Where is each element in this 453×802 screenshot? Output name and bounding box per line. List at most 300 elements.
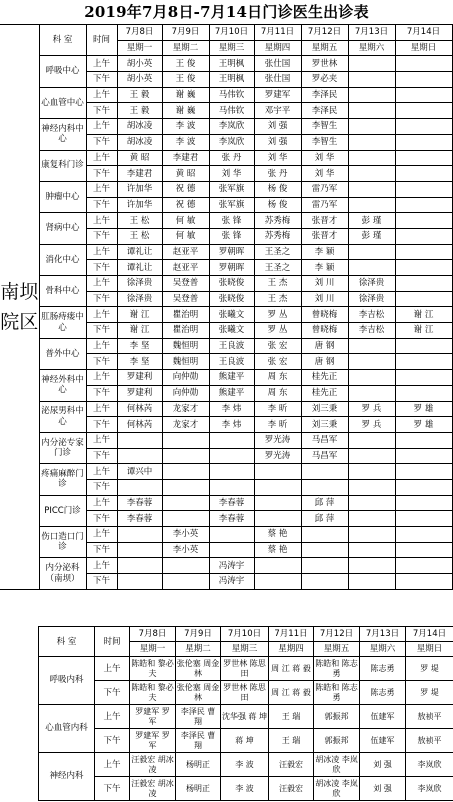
header-row-dates <box>0 25 452 41</box>
doctor-cell <box>395 479 452 495</box>
table-row <box>0 401 452 417</box>
doctor-cell: 瞿治明 <box>162 307 209 323</box>
campus-label: 南坝院区 <box>0 25 39 590</box>
doctor-cell: 徐泽贵 <box>117 291 162 307</box>
date-header: 7月10日 <box>209 25 254 41</box>
doctor-cell <box>348 432 395 448</box>
doctor-cell <box>395 291 452 307</box>
doctor-cell <box>348 181 395 197</box>
session-cell: 下午 <box>86 103 117 119</box>
doctor-cell <box>301 464 348 480</box>
weekday-header: 星期六 <box>360 642 406 657</box>
dept-header: 科 室 <box>39 25 86 56</box>
doctor-cell: 王良波 <box>209 354 254 370</box>
doctor-cell <box>395 260 452 276</box>
session-cell: 下午 <box>86 197 117 213</box>
session-cell: 上午 <box>86 558 117 574</box>
doctor-cell: 张 丹 <box>254 166 301 182</box>
weekday-header: 星期一 <box>130 642 176 657</box>
doctor-cell: 谭兴中 <box>117 464 162 480</box>
session-cell: 上午 <box>86 244 117 260</box>
dept-name-cell: 肾病中心 <box>39 213 86 244</box>
doctor-cell <box>254 574 301 590</box>
dept-name-cell: 普外中心 <box>39 338 86 369</box>
schedule-table-main <box>38 626 453 801</box>
doctor-cell: 张晓俊 <box>209 276 254 292</box>
date-header: 7月13日 <box>360 627 406 642</box>
doctor-cell <box>348 134 395 150</box>
session-cell: 下午 <box>86 323 117 339</box>
doctor-cell: 罗 丛 <box>254 323 301 339</box>
doctor-cell: 张伦塞 周金林 <box>176 657 221 681</box>
table-row <box>0 244 452 260</box>
session-cell: 上午 <box>95 753 130 777</box>
doctor-cell: 王 杰 <box>254 291 301 307</box>
doctor-cell: 祝 德 <box>162 181 209 197</box>
doctor-cell: 李 颖 <box>301 260 348 276</box>
table-row <box>39 777 453 801</box>
dept-name-cell: 神经外科中心 <box>39 370 86 401</box>
doctor-cell: 赵亚平 <box>162 244 209 260</box>
doctor-cell <box>348 479 395 495</box>
dept-name-cell: 心血管中心 <box>39 87 86 118</box>
weekday-header: 星期三 <box>221 642 269 657</box>
session-cell: 上午 <box>86 276 117 292</box>
doctor-cell: 罗建军 罗 军 <box>130 705 176 729</box>
doctor-cell: 李吉松 <box>348 307 395 323</box>
doctor-cell <box>254 464 301 480</box>
doctor-cell: 李 炜 <box>209 417 254 433</box>
doctor-cell <box>395 103 452 119</box>
doctor-cell: 张 丹 <box>209 150 254 166</box>
doctor-cell: 吴登普 <box>162 291 209 307</box>
doctor-cell <box>209 479 254 495</box>
session-cell: 上午 <box>86 432 117 448</box>
doctor-cell: 李泽民 曹 翔 <box>176 729 221 753</box>
time-header: 时间 <box>95 627 130 657</box>
doctor-cell: 张 锋 <box>209 228 254 244</box>
doctor-cell <box>254 495 301 511</box>
doctor-cell: 马伟钦 <box>209 103 254 119</box>
doctor-cell: 汪毅宏 <box>269 753 314 777</box>
doctor-cell <box>395 72 452 88</box>
doctor-cell <box>301 558 348 574</box>
doctor-cell <box>117 432 162 448</box>
session-cell: 下午 <box>86 511 117 527</box>
session-cell: 下午 <box>86 574 117 590</box>
doctor-cell: 刘 强 <box>360 777 406 801</box>
doctor-cell: 汪毅宏 <box>269 777 314 801</box>
doctor-cell: 罗 兵 <box>348 417 395 433</box>
doctor-cell: 罗朝晖 <box>209 260 254 276</box>
doctor-cell: 李 颖 <box>301 244 348 260</box>
doctor-cell <box>301 527 348 543</box>
doctor-cell <box>395 119 452 135</box>
doctor-cell <box>395 558 452 574</box>
session-cell: 下午 <box>86 417 117 433</box>
doctor-cell: 何 敏 <box>162 213 209 229</box>
dept-name-cell: 呼吸内科 <box>39 657 95 705</box>
doctor-cell <box>348 448 395 464</box>
doctor-cell: 雷乃军 <box>301 181 348 197</box>
doctor-cell <box>162 495 209 511</box>
doctor-cell <box>301 574 348 590</box>
doctor-cell: 李岚欣 <box>209 134 254 150</box>
weekday-header: 星期六 <box>348 40 395 56</box>
doctor-cell <box>209 432 254 448</box>
doctor-cell: 李岚欣 <box>209 119 254 135</box>
doctor-cell <box>209 448 254 464</box>
doctor-cell <box>348 542 395 558</box>
doctor-cell: 胡冰凌 <box>117 119 162 135</box>
doctor-cell <box>254 558 301 574</box>
doctor-cell <box>395 354 452 370</box>
doctor-cell: 张伦塞 周金林 <box>176 681 221 705</box>
doctor-cell <box>117 448 162 464</box>
doctor-cell: 王圣之 <box>254 260 301 276</box>
doctor-cell: 李智生 <box>301 119 348 135</box>
table-row <box>39 753 453 777</box>
doctor-cell <box>348 527 395 543</box>
doctor-cell: 杨 俊 <box>254 197 301 213</box>
doctor-cell: 王 俊 <box>162 56 209 72</box>
doctor-cell: 刘 强 <box>254 134 301 150</box>
dept-name-cell: 神经内科中心 <box>39 119 86 150</box>
doctor-cell: 李小英 <box>162 527 209 543</box>
doctor-cell: 李 坚 <box>117 354 162 370</box>
doctor-cell: 刘 川 <box>301 291 348 307</box>
doctor-cell <box>348 511 395 527</box>
doctor-cell <box>395 527 452 543</box>
doctor-cell: 熊建平 <box>209 385 254 401</box>
doctor-cell: 李吉松 <box>348 323 395 339</box>
dept-name-cell: 疼痛麻醉门诊 <box>39 464 86 495</box>
doctor-cell: 张仕国 <box>254 56 301 72</box>
doctor-cell: 胡小英 <box>117 72 162 88</box>
section-gap <box>0 600 453 626</box>
doctor-cell: 李建君 <box>117 166 162 182</box>
session-cell: 下午 <box>86 448 117 464</box>
doctor-cell <box>395 495 452 511</box>
session-cell: 下午 <box>95 681 130 705</box>
doctor-cell <box>395 150 452 166</box>
weekday-header: 星期日 <box>395 40 452 56</box>
session-cell: 上午 <box>86 464 117 480</box>
doctor-cell: 罗建军 罗 军 <box>130 729 176 753</box>
table-row <box>0 370 452 386</box>
doctor-cell: 王 杰 <box>254 276 301 292</box>
doctor-cell: 熊建平 <box>209 370 254 386</box>
doctor-cell <box>395 213 452 229</box>
doctor-cell: 周 江 蒋 毅 <box>269 657 314 681</box>
session-cell: 上午 <box>86 338 117 354</box>
doctor-cell <box>395 134 452 150</box>
doctor-cell: 王明枫 <box>209 56 254 72</box>
doctor-cell: 敖祯平 <box>406 729 453 753</box>
doctor-cell <box>395 542 452 558</box>
doctor-cell <box>254 479 301 495</box>
doctor-cell: 刘三秉 <box>301 401 348 417</box>
doctor-cell <box>395 448 452 464</box>
doctor-cell <box>395 276 452 292</box>
doctor-cell <box>348 370 395 386</box>
doctor-cell: 李春蓉 <box>209 511 254 527</box>
session-cell: 下午 <box>86 260 117 276</box>
doctor-cell: 李泽民 <box>301 87 348 103</box>
doctor-cell: 谭礼让 <box>117 260 162 276</box>
table-row <box>0 495 452 511</box>
doctor-cell: 王良波 <box>209 338 254 354</box>
doctor-cell <box>209 527 254 543</box>
doctor-cell: 敖祯平 <box>406 705 453 729</box>
date-header: 7月14日 <box>395 25 452 41</box>
session-cell: 上午 <box>86 401 117 417</box>
doctor-cell: 刘三秉 <box>301 417 348 433</box>
doctor-cell: 唐 钢 <box>301 354 348 370</box>
doctor-cell <box>117 479 162 495</box>
session-cell: 下午 <box>86 354 117 370</box>
doctor-cell: 周 东 <box>254 370 301 386</box>
doctor-cell: 蔡 艳 <box>254 542 301 558</box>
dept-name-cell: 内分泌专家门诊 <box>39 432 86 463</box>
table-row <box>39 705 453 729</box>
session-cell: 下午 <box>86 72 117 88</box>
doctor-cell: 罗建利 <box>117 370 162 386</box>
doctor-cell <box>348 338 395 354</box>
doctor-cell <box>162 464 209 480</box>
doctor-cell <box>348 72 395 88</box>
doctor-cell: 伍建军 <box>360 729 406 753</box>
doctor-cell: 李 波 <box>221 753 269 777</box>
table-row <box>0 119 452 135</box>
doctor-cell: 李小英 <box>162 542 209 558</box>
doctor-cell: 罗光涛 <box>254 448 301 464</box>
date-header: 7月10日 <box>221 627 269 642</box>
doctor-cell: 祝 德 <box>162 197 209 213</box>
session-cell: 下午 <box>95 777 130 801</box>
doctor-cell: 黄 昭 <box>162 166 209 182</box>
date-header: 7月8日 <box>130 627 176 642</box>
doctor-cell: 向仲勋 <box>162 370 209 386</box>
doctor-cell: 罗建军 <box>254 87 301 103</box>
table-row <box>0 150 452 166</box>
doctor-cell <box>395 574 452 590</box>
dept-name-cell: 泌尿男科中心 <box>39 401 86 432</box>
doctor-cell <box>162 479 209 495</box>
doctor-cell <box>209 464 254 480</box>
doctor-cell: 罗光涛 <box>254 432 301 448</box>
doctor-cell: 何林芮 <box>117 417 162 433</box>
session-cell: 上午 <box>86 150 117 166</box>
doctor-cell <box>348 150 395 166</box>
doctor-cell <box>395 511 452 527</box>
weekday-header: 星期四 <box>254 40 301 56</box>
doctor-cell: 李 波 <box>221 777 269 801</box>
doctor-cell: 龙家才 <box>162 417 209 433</box>
doctor-cell: 李 昕 <box>254 401 301 417</box>
session-cell: 上午 <box>86 495 117 511</box>
doctor-cell: 李建君 <box>162 150 209 166</box>
doctor-cell: 刘 华 <box>254 150 301 166</box>
doctor-cell: 冯涛宇 <box>209 558 254 574</box>
doctor-cell <box>348 354 395 370</box>
doctor-cell: 刘 川 <box>301 276 348 292</box>
doctor-cell: 王 瑞 <box>269 705 314 729</box>
doctor-cell: 罗朝晖 <box>209 244 254 260</box>
doctor-cell: 李泽民 曹 翔 <box>176 705 221 729</box>
table-row <box>0 432 452 448</box>
doctor-cell: 罗 雄 <box>395 417 452 433</box>
doctor-cell: 唐 钢 <box>301 338 348 354</box>
doctor-cell: 汪毅宏 胡冰凌 <box>130 777 176 801</box>
doctor-cell: 汪毅宏 胡冰凌 <box>130 753 176 777</box>
doctor-cell: 谢 江 <box>117 323 162 339</box>
doctor-cell: 何林芮 <box>117 401 162 417</box>
weekday-header: 星期日 <box>406 642 453 657</box>
session-cell: 上午 <box>95 705 130 729</box>
doctor-cell <box>162 558 209 574</box>
table-row <box>0 558 452 574</box>
doctor-cell: 谭礼让 <box>117 244 162 260</box>
doctor-cell: 张晋才 <box>301 213 348 229</box>
doctor-cell: 马伟钦 <box>209 87 254 103</box>
doctor-cell <box>117 574 162 590</box>
doctor-cell <box>348 166 395 182</box>
doctor-cell <box>348 87 395 103</box>
doctor-cell: 谢 江 <box>395 307 452 323</box>
doctor-cell: 李 炜 <box>209 401 254 417</box>
doctor-cell: 陈皓和 黎必夫 <box>130 657 176 681</box>
weekday-header: 星期二 <box>162 40 209 56</box>
doctor-cell: 瞿治明 <box>162 323 209 339</box>
doctor-cell: 杨 俊 <box>254 181 301 197</box>
session-cell: 上午 <box>86 181 117 197</box>
doctor-cell: 罗建利 <box>117 385 162 401</box>
doctor-cell: 魏恒明 <box>162 354 209 370</box>
doctor-cell <box>209 542 254 558</box>
doctor-cell: 陈皓和 陈志勇 <box>314 657 360 681</box>
doctor-cell: 罗世林 陈思田 <box>221 681 269 705</box>
doctor-cell: 曾晓梅 <box>301 307 348 323</box>
doctor-cell: 许加华 <box>117 181 162 197</box>
doctor-cell: 邱 萍 <box>301 495 348 511</box>
weekday-header: 星期一 <box>117 40 162 56</box>
doctor-cell: 王 瑞 <box>269 729 314 753</box>
doctor-cell: 李春蓉 <box>209 495 254 511</box>
doctor-cell: 张晋才 <box>301 228 348 244</box>
doctor-cell <box>395 166 452 182</box>
doctor-cell: 马昌军 <box>301 448 348 464</box>
table-row <box>39 681 453 705</box>
time-header: 时间 <box>86 25 117 56</box>
dept-name-cell: 骨科中心 <box>39 276 86 307</box>
session-cell: 上午 <box>86 370 117 386</box>
session-cell: 下午 <box>86 166 117 182</box>
doctor-cell: 刘 强 <box>360 753 406 777</box>
date-header: 7月12日 <box>301 25 348 41</box>
doctor-cell: 彭 瑾 <box>348 228 395 244</box>
dept-name-cell: 呼吸中心 <box>39 56 86 87</box>
doctor-cell <box>395 181 452 197</box>
doctor-cell: 张 宏 <box>254 338 301 354</box>
doctor-cell: 刘 华 <box>301 166 348 182</box>
doctor-cell <box>395 244 452 260</box>
doctor-cell: 李岚欣 <box>406 753 453 777</box>
doctor-cell: 沈华强 蒋 坤 <box>221 705 269 729</box>
doctor-cell: 胡冰凌 李岚欣 <box>314 753 360 777</box>
doctor-cell: 罗 雄 <box>395 401 452 417</box>
doctor-cell: 胡冰凌 <box>117 134 162 150</box>
doctor-cell: 桂先正 <box>301 385 348 401</box>
doctor-cell: 李泽民 <box>301 103 348 119</box>
doctor-cell <box>395 464 452 480</box>
doctor-cell: 杨明正 <box>176 753 221 777</box>
doctor-cell: 张 锋 <box>209 213 254 229</box>
doctor-cell: 谢 巍 <box>162 103 209 119</box>
weekday-header: 星期五 <box>314 642 360 657</box>
weekday-header: 星期三 <box>209 40 254 56</box>
doctor-cell: 胡小英 <box>117 56 162 72</box>
doctor-cell <box>395 370 452 386</box>
doctor-cell: 李岚欣 <box>406 777 453 801</box>
dept-header: 科 室 <box>39 627 95 657</box>
doctor-cell <box>348 558 395 574</box>
dept-name-cell: 心血管内科 <box>39 705 95 753</box>
doctor-cell <box>348 385 395 401</box>
doctor-cell: 李 昕 <box>254 417 301 433</box>
doctor-cell: 赵亚平 <box>162 260 209 276</box>
doctor-cell <box>117 558 162 574</box>
session-cell: 下午 <box>95 729 130 753</box>
doctor-cell: 王 毅 <box>117 87 162 103</box>
doctor-cell: 罗世林 <box>301 56 348 72</box>
doctor-cell <box>395 87 452 103</box>
weekday-header: 星期五 <box>301 40 348 56</box>
table-row <box>0 56 452 72</box>
doctor-cell: 罗必夹 <box>301 72 348 88</box>
doctor-cell <box>348 56 395 72</box>
doctor-cell: 谢 江 <box>117 307 162 323</box>
session-cell: 上午 <box>95 657 130 681</box>
doctor-cell: 吴登普 <box>162 276 209 292</box>
doctor-cell: 龙家才 <box>162 401 209 417</box>
doctor-cell <box>117 527 162 543</box>
doctor-cell: 李春蓉 <box>117 511 162 527</box>
session-cell: 上午 <box>86 307 117 323</box>
dept-name-cell: 康复科门诊 <box>39 150 86 181</box>
doctor-cell: 谢 巍 <box>162 87 209 103</box>
doctor-cell: 张曦文 <box>209 323 254 339</box>
doctor-cell <box>348 197 395 213</box>
doctor-cell: 王 俊 <box>162 72 209 88</box>
date-header: 7月11日 <box>254 25 301 41</box>
doctor-cell <box>348 495 395 511</box>
page-title: 2019年7月8日-7月14日门诊医生出诊表 <box>84 3 369 21</box>
doctor-cell: 彭 瑾 <box>348 213 395 229</box>
table-row <box>0 307 452 323</box>
doctor-cell: 徐泽贵 <box>348 276 395 292</box>
dept-name-cell: 伤口造口门诊 <box>39 527 86 558</box>
table-row <box>0 527 452 543</box>
doctor-cell: 刘 强 <box>254 119 301 135</box>
doctor-cell: 郭振邦 <box>314 705 360 729</box>
doctor-cell <box>395 228 452 244</box>
date-header: 7月9日 <box>176 627 221 642</box>
doctor-cell: 王 松 <box>117 213 162 229</box>
doctor-cell: 向仲勋 <box>162 385 209 401</box>
schedule-table-nanba <box>0 24 453 590</box>
session-cell: 下午 <box>86 479 117 495</box>
